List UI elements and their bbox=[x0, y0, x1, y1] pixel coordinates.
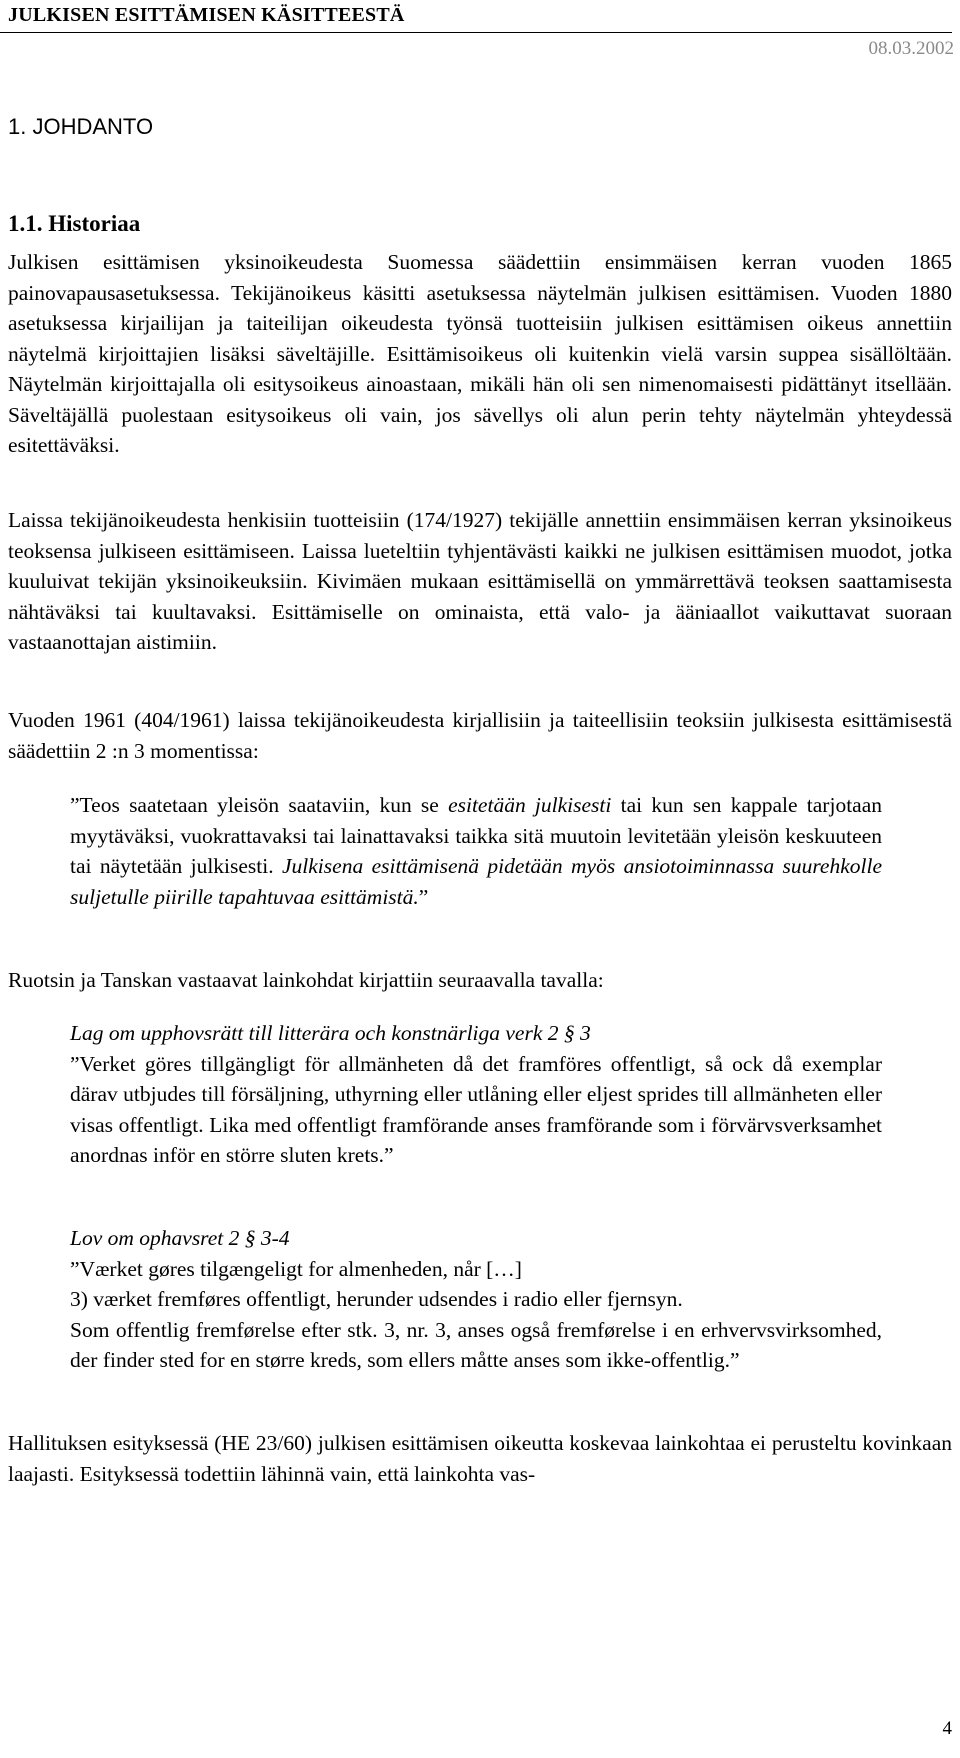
paragraph-government-proposal: Hallituksen esityksessä (HE 23/60) julkisen esittämisen oikeutta koskevaa lainkohtaa ei perusteltu kovinkaan laajasti. Esityksessä todettiin lähinnä vain, että lainkohta vas- bbox=[8, 1431, 952, 1486]
quote-se-title: Lag om upphovsrätt till litterära och konstnärliga verk 2 § 3 bbox=[70, 1021, 591, 1045]
quote-dk-line2: 3) værket fremføres offentligt, herunder udsendes i radio eller fjernsyn. bbox=[70, 1287, 683, 1311]
quote-finnish-law bbox=[70, 790, 882, 912]
quote-fi-italic-1: esitetään julkisesti bbox=[448, 793, 612, 817]
quote-fi-text-2: tai kun sen kappale tarjotaan myytäväksi, vuokrattavaksi tai lainattavaksi taikka sitä muutoin levitetään yleisön keskuuteen tai näytetään julkisesti. bbox=[70, 793, 882, 878]
quote-se-body: ”Verket göres tillgängligt för allmänheten då det framföres offentligt, så ock då exemplar därav utbjudes till försäljning, uthyrning eller utlåning eller eljest sprides till allmänheten eller visas offentligt. Lika med offentligt framförande anses framförande som i förvärvsverksamhet anordnas inför en större sluten krets.” bbox=[70, 1051, 882, 1167]
quote-dk-line1: ”Værket gøres tilgængeligt for almenheden, når […] bbox=[70, 1256, 522, 1281]
quote-danish-law bbox=[70, 1223, 882, 1376]
chapter-heading: 1. JOHDANTO bbox=[8, 114, 154, 139]
section-heading: 1.1. Historiaa bbox=[8, 211, 141, 236]
paragraph-1927-law: Laissa tekijänoikeudesta henkisiin tuotteisiin (174/1927) tekijälle annettiin ensimmäisen kerran yksinoikeus teoksensa julkiseen esittämiseen. Laissa lueteltiin tyhjentävästi kaikki ne julkisen esittämisen muodot, jotka kuuluivat tekijän yksinoikeuksiin. Kivimäen mukaan esittämisellä on ymmärrettävä teoksen saattamisesta nähtäväksi tai kuultavaksi. Esittämiselle on ominaista, että valo- ja ääniaallot vaikuttavat suoraan vastaanottajan aistimiin. bbox=[8, 508, 952, 654]
paragraph-history: Julkisen esittämisen yksinoikeudesta Suomessa säädettiin ensimmäisen kerran vuoden 1865 painovapausasetuksessa. Tekijänoikeus käsitti asetuksessa näytelmän julkisen esittämisen. Vuoden 1880 asetuksessa kirjailijan ja taiteilijan oikeudesta työnsä tuotteisiin julkisen esittämisen oikeus annettiin näytelmä kirjoittajien lisäksi säveltäjille. Esittämisoikeus oli kuitenkin vielä varsin suppea sisällöltään. Näytelmän kirjoittajalla oli esitysoikeus ainoastaan, mikäli hän oli sen nimenomaisesti pidättänyt itsellään. Säveltäjällä puolestaan esitysoikeus oli vain, jos sävellys oli alun perin tehty näytelmän yhteydessä esitettäväksi. bbox=[8, 250, 952, 457]
header-date: 08.03.2002 bbox=[868, 38, 954, 59]
quote-swedish-law bbox=[70, 1018, 882, 1171]
page-number: 4 bbox=[942, 1718, 952, 1739]
quote-fi-text-1: ”Teos saatetaan yleisön saataviin, kun se bbox=[70, 793, 449, 817]
paragraph-1961-law: Vuoden 1961 (404/1961) laissa tekijänoikeudesta kirjallisiin ja taiteellisiin teoksiin julkisesta esittämisestä säädettiin 2 :n 3 momentissa: bbox=[8, 708, 952, 763]
header-title: JULKISEN ESITTÄMISEN KÄSITTEESTÄ bbox=[8, 4, 405, 26]
quote-fi-close: ” bbox=[418, 884, 429, 909]
quote-dk-title: Lov om ophavsret 2 § 3-4 bbox=[70, 1226, 290, 1250]
quote-dk-body: Som offentlig fremførelse efter stk. 3, nr. 3, anses også fremførelse i en erhvervsvirksomhed, der finder sted for en større kreds, som ellers måtte anses som ikke-offentlig.” bbox=[70, 1317, 882, 1372]
paragraph-nordic-intro: Ruotsin ja Tanskan vastaavat lainkohdat kirjattiin seuraavalla tavalla: bbox=[8, 968, 604, 992]
header-rule bbox=[0, 32, 952, 33]
quote-fi-italic-2: Julkisena esittämisenä pidetään myös ansiotoiminnassa suurehkolle suljetulle piirille tapahtuvaa esittämistä. bbox=[70, 854, 882, 909]
